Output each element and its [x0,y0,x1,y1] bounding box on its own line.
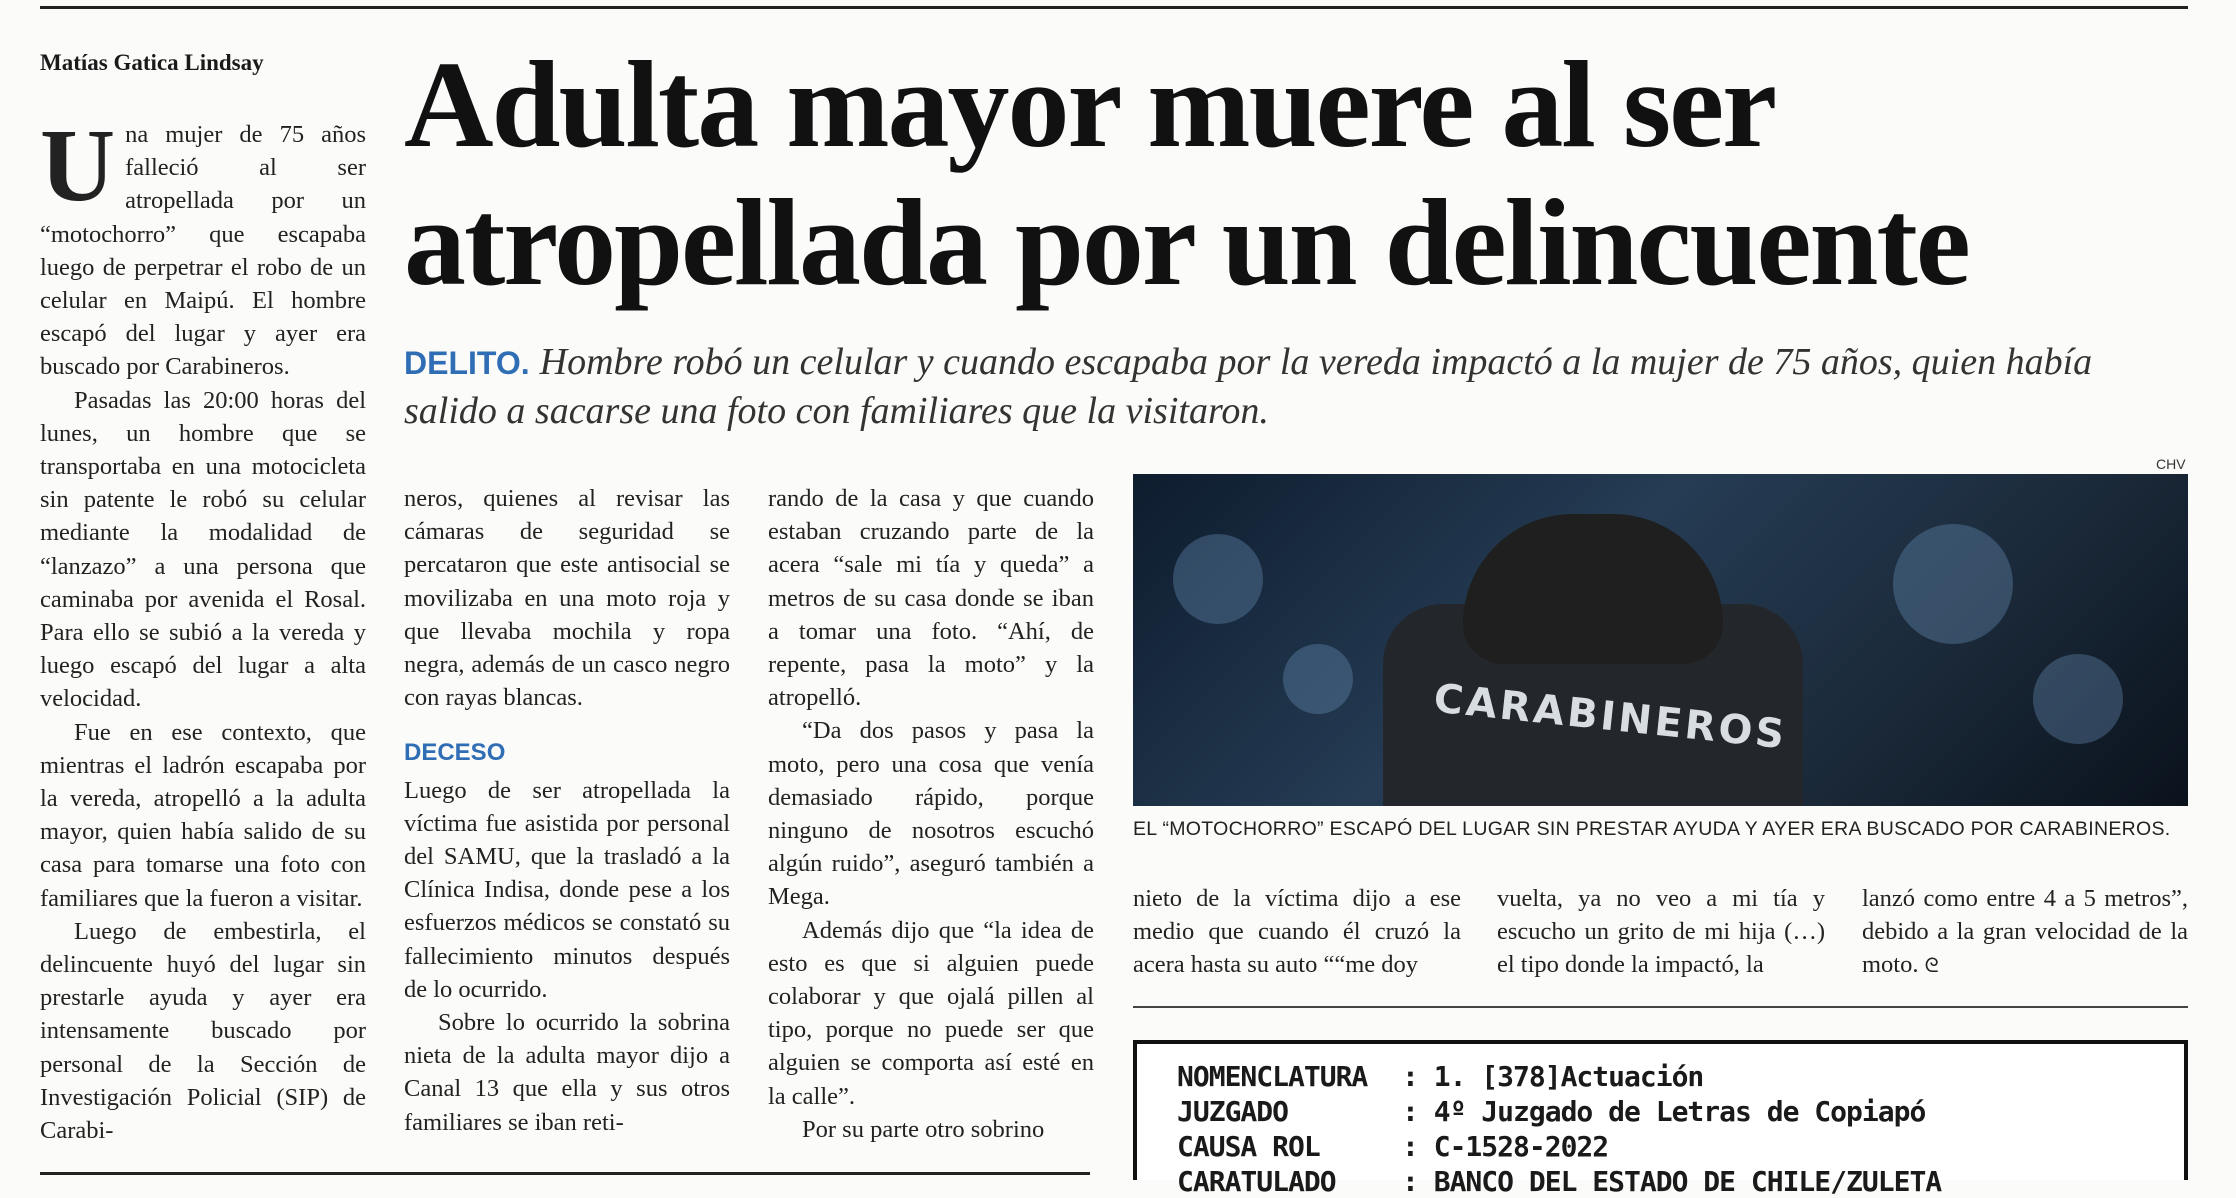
notice-row [1177,1130,1608,1163]
article-column-3 [768,482,1094,1146]
deck [404,338,2194,435]
news-photo [1133,474,2188,806]
vest-label: CARABINEROS [1431,675,1790,759]
paragraph: “Da dos pasos y pasa la moto, pero una cosa que venía demasiado rápido, porque ninguno de nosotros escuchó algún ruido”, aseguró también a Mega. [768,717,1094,911]
paragraph: Pasadas las 20:00 horas del lunes, un hombre que se transportaba en una motocicleta sin patente le robó su celular mediante la modalidad de “lanzazo” a una persona que caminaba por avenida el Rosal. Para ello se subió a la vereda y luego escapó del lugar a alta velocidad. [40,386,366,713]
paragraph: Sobre lo ocurrido la sobrina nieta de la adulta mayor dijo a Canal 13 que ella y sus otros familiares se iban reti- [404,1009,730,1136]
paragraph-final [1862,882,2188,983]
paragraph: Fue en ese contexto, que mientras el ladrón escapaba por la vereda, atropelló a la adulta mayor, quien había salido de su casa para tomarse una foto con familiares que la fueron a visitar. [40,718,366,912]
end-mark-icon: ᘓ [1924,953,1939,978]
bokeh-light [1893,524,2013,644]
photo-credit: CHV [2156,456,2186,472]
byline: Matías Gatica Lindsay [40,50,264,75]
drop-cap: U [40,108,116,223]
article-column-2 [404,482,730,1139]
headline [404,36,2194,312]
article-column-5 [1497,882,1825,982]
paragraph: neros, quienes al revisar las cámaras de seguridad se percataron que este antisocial se movilizaba en una moto roja y que llevaba mochila y ropa negra, además de un casco negro con rayas blancas. [404,485,730,712]
paragraph-lead-text: na mujer de 75 años falleció al ser atropellada por un “motochorro” que escapaba luego de perpetrar el robo de un celular en Maipú. El hombre escapó del lugar y ayer era buscado por Carabineros. [40,121,366,381]
paragraph: nieto de la víctima dijo a ese medio que cuando él cruzó la acera hasta su auto ““me doy [1133,885,1461,979]
notice-value: : 1. [378]Actuación [1402,1060,1704,1093]
paragraph-lead [40,108,366,384]
bokeh-light [2033,654,2123,744]
notice-row [1177,1095,1925,1128]
notice-label: CAUSA ROL [1177,1130,1320,1163]
notice-value: : 4º Juzgado de Letras de Copiapó [1402,1095,1926,1128]
notice-label: JUZGADO [1177,1095,1289,1128]
headline-line-2: atropellada por un delincuente [404,174,1969,311]
paragraph: vuelta, ya no veo a mi tía y escucho un grito de mi hija (…) el tipo donde la impactó, la [1497,885,1825,979]
paragraph: Luego de embestirla, el delincuente huyó del lugar sin prestarle ayuda y ayer era intensamente buscado por personal de la Sección de Investigación Policial (SIP) de Carabi- [40,917,366,1145]
article-column-6 [1862,882,2188,983]
bottom-rule [40,1172,1090,1175]
article-column-1 [40,108,366,1147]
article-column-4 [1133,882,1461,982]
headline-line-1: Adulta mayor muere al ser [404,36,1776,173]
top-rule [40,6,2188,9]
notice-value: : BANCO DEL ESTADO DE CHILE/ZULETA [1402,1165,1942,1198]
bokeh-light [1283,644,1353,714]
photo-caption: EL “MOTOCHORRO” ESCAPÓ DEL LUGAR SIN PRESTAR AYUDA Y AYER ERA BUSCADO POR CARABINEROS. [1133,818,2171,840]
notice-row [1177,1060,1703,1093]
paragraph: Luego de ser atropellada la víctima fue asistida por personal del SAMU, que la trasladó a la Clínica Indisa, donde pese a los esfuerzos médicos se constató su fallecimiento minutos después de lo ocurrido. [404,776,730,1003]
notice-value: : C-1528-2022 [1402,1130,1609,1163]
deck-text: Hombre robó un celular y cuando escapaba por la vereda impactó a la mujer de 75 años, quien había salido a sacarse una foto con familiares que la visitaron. [404,341,2093,432]
paragraph-final-text: lanzó como entre 4 a 5 metros”, debido a la gran velocidad de la moto. [1862,885,2188,979]
notice-label: CARATULADO [1177,1165,1336,1198]
subhead-deceso: DECESO [404,739,506,767]
officer-head [1463,514,1723,664]
paragraph: Por su parte otro sobrino [802,1115,1045,1143]
section-divider [1133,1006,2188,1008]
notice-label: NOMENCLATURA [1177,1060,1368,1093]
deck-kicker: DELITO. [404,345,530,381]
paragraph: rando de la casa y que cuando estaban cruzando parte de la acera “sale mi tía y queda” a metros de su casa donde se iban a tomar una foto. “Ahí, de repente, pasa la moto” y la atropelló. [768,485,1094,712]
bokeh-light [1173,534,1263,624]
legal-notice-box [1133,1040,2188,1198]
notice-row [1177,1165,1941,1198]
paragraph: Además dijo que “la idea de esto es que si alguien puede colaborar y que ojalá pillen al tipo, porque no puede ser que alguien se comporta así esté en la calle”. [768,916,1094,1110]
